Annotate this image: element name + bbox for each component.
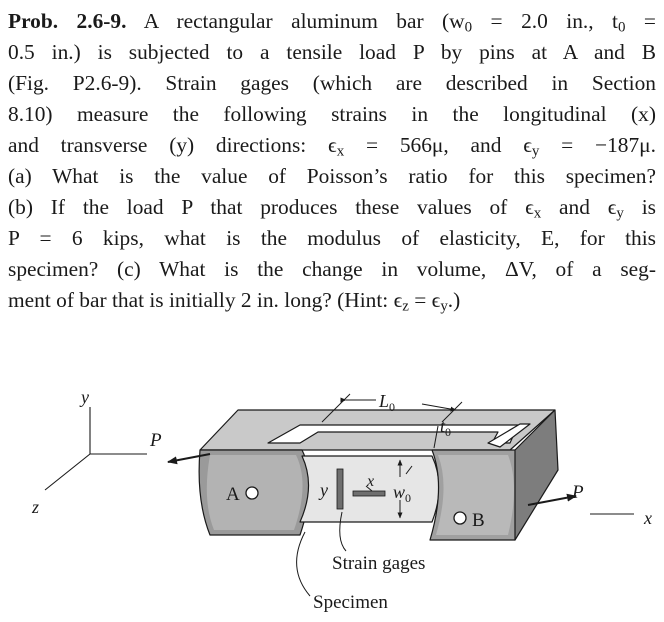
gage-x-label: x <box>367 473 375 490</box>
strain-gage-longitudinal <box>353 491 385 496</box>
problem-line-5: and transverse (y) directions: $\epsilon_x = 566\mu$, and $\epsilon_y = -187\mu$. <box>8 133 656 160</box>
dim-w0-label: $w_0$ <box>393 482 412 505</box>
gage-y-label: y <box>320 480 328 500</box>
load-left-label: P <box>150 430 162 451</box>
pin-a-label: A <box>226 484 240 505</box>
problem-statement <box>8 6 656 316</box>
pin-a <box>246 487 258 499</box>
problem-line-4: 8.10) measure the following strains in the longitudinal (x) <box>8 102 656 126</box>
problem-line-7: (b) If the load P that produces these values of $\epsilon_x$ and $\epsilon_y$ is <box>8 195 656 222</box>
dim-L0-label: $L_0$ <box>379 391 396 414</box>
problem-line-10: ment of bar that is initially 2 in. long? (Hint: $\epsilon_z = \epsilon_y$.) <box>8 288 461 315</box>
axis-z-label: z <box>32 497 40 517</box>
leader-specimen <box>297 532 310 596</box>
problem-line-3: (Fig. P2.6-9). Strain gages (which are described in Section <box>8 71 656 95</box>
pin-b <box>454 512 466 524</box>
coordinate-axes <box>45 407 147 490</box>
problem-line-9: specimen? (c) What is the change in volume, ΔV, of a seg- <box>8 257 656 281</box>
axis-y-label: y <box>81 387 89 407</box>
load-right-label: P <box>572 482 584 503</box>
problem-line-2: 0.5 in.) is subjected to a tensile load P by pins at A and B <box>8 40 656 64</box>
dim-t0-label: $t_0$ <box>440 416 452 439</box>
specimen-bar <box>199 410 558 540</box>
pin-b-label: B <box>472 510 485 531</box>
axis-x-label: x <box>644 508 652 528</box>
problem-number: Prob. 2.6-9. <box>8 9 127 33</box>
label-specimen: Specimen <box>313 592 388 613</box>
strain-gage-transverse <box>337 469 343 509</box>
problem-line-1: Prob. 2.6-9. A rectangular aluminum bar ($w_0 = 2.0$ in., $t_0$ = <box>8 9 656 36</box>
problem-line-8: P = 6 kips, what is the modulus of elasticity, E, for this <box>8 226 656 250</box>
problem-line-6: (a) What is the value of Poisson’s ratio for this specimen? <box>8 164 656 188</box>
figure-p2-6-9 <box>0 370 664 622</box>
label-strain-gages: Strain gages <box>332 553 426 574</box>
